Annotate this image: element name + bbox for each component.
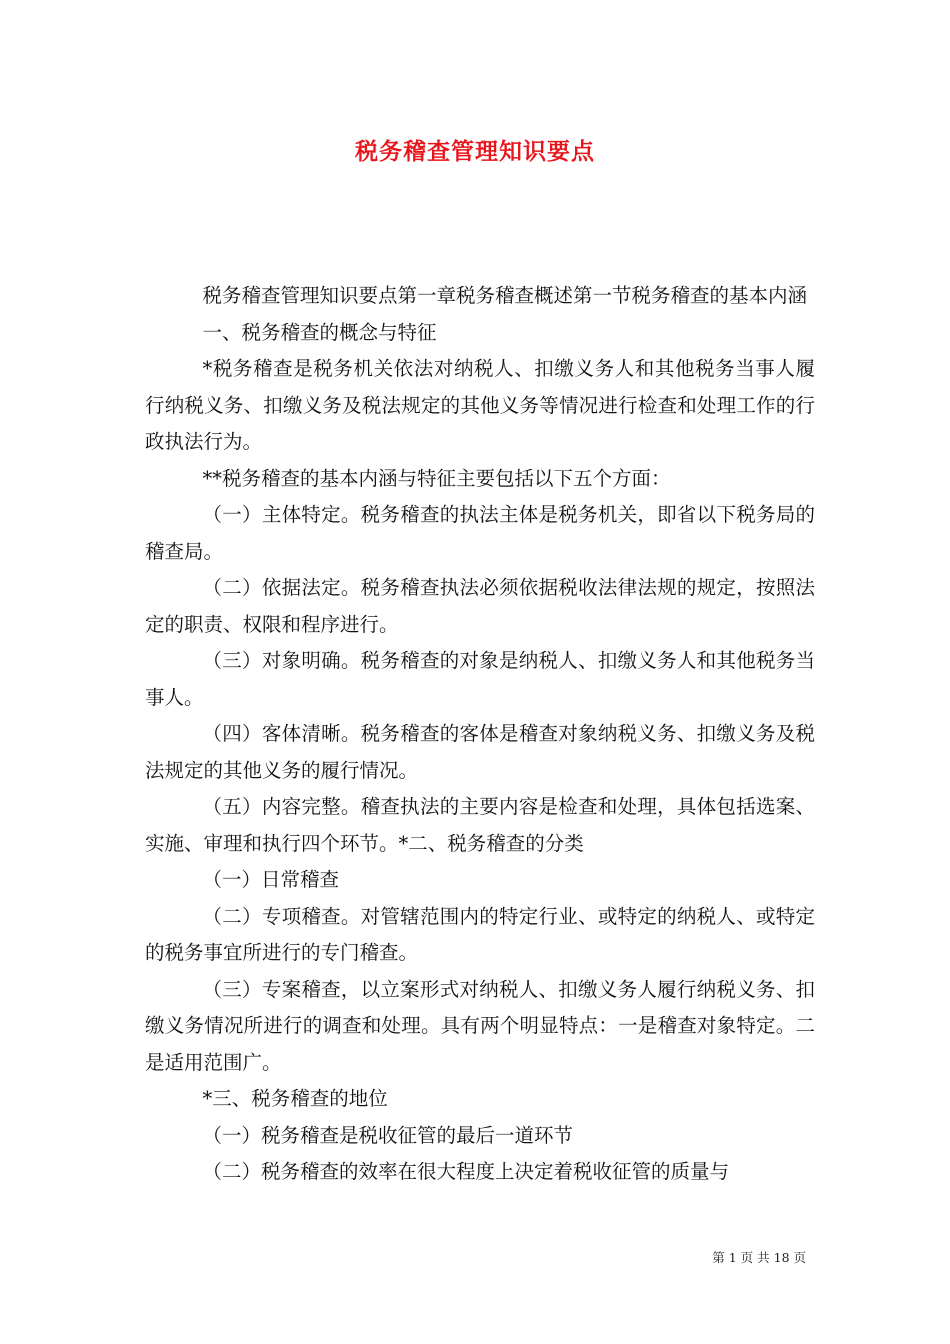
paragraph: **税务稽查的基本内涵与特征主要包括以下五个方面： bbox=[202, 466, 671, 490]
document-title: 税务稽查管理知识要点 bbox=[355, 138, 595, 165]
list-item: （一）税务稽查是税收征管的最后一道环节 bbox=[202, 1123, 574, 1147]
paragraph: *税务稽查是税务机关依法对纳税人、扣缴义务人和其他税务当事人履行纳税义务、扣缴义务及税法规定的其他义务等情况进行检查和处理工作的行政执法行为。 bbox=[145, 357, 815, 453]
page-number-footer: 第 1 页 共 18 页 bbox=[712, 1250, 806, 1265]
list-item: （二）税务稽查的效率在很大程度上决定着税收征管的质量与 bbox=[202, 1160, 730, 1183]
list-item: （一）日常稽查 bbox=[202, 868, 340, 891]
list-item: （二）依据法定。税务稽查执法必须依据税收法律法规的规定，按照法定的职责、权限和程序进行。 bbox=[145, 576, 815, 636]
list-item: （四）客体清晰。税务稽查的客体是稽查对象纳税义务、扣缴义务及税法规定的其他义务的履行情况。 bbox=[145, 722, 815, 782]
paragraph: 税务稽查管理知识要点第一章税务稽查概述第一节税务稽查的基本内涵 bbox=[202, 284, 808, 307]
document-body bbox=[145, 278, 815, 1191]
list-item: （五）内容完整。稽查执法的主要内容是检查和处理，具体包括选案、实施、审理和执行四个环节。*二、税务稽查的分类 bbox=[145, 795, 815, 855]
list-item: （三）对象明确。税务稽查的对象是纳税人、扣缴义务人和其他税务当事人。 bbox=[145, 649, 815, 709]
list-item: （二）专项稽查。对管辖范围内的特定行业、或特定的纳税人、或特定的税务事宜所进行的专门稽查。 bbox=[145, 904, 815, 964]
list-item: （一）主体特定。税务稽查的执法主体是税务机关，即省以下税务局的稽查局。 bbox=[145, 503, 815, 563]
section-heading: 一、税务稽查的概念与特征 bbox=[202, 320, 437, 344]
section-heading: *三、税务稽查的地位 bbox=[202, 1087, 388, 1110]
list-item: （三）专案稽查，以立案形式对纳税人、扣缴义务人履行纳税义务、扣缴义务情况所进行的调查和处理。具有两个明显特点：一是稽查对象特定。二是适用范围广。 bbox=[145, 977, 815, 1074]
